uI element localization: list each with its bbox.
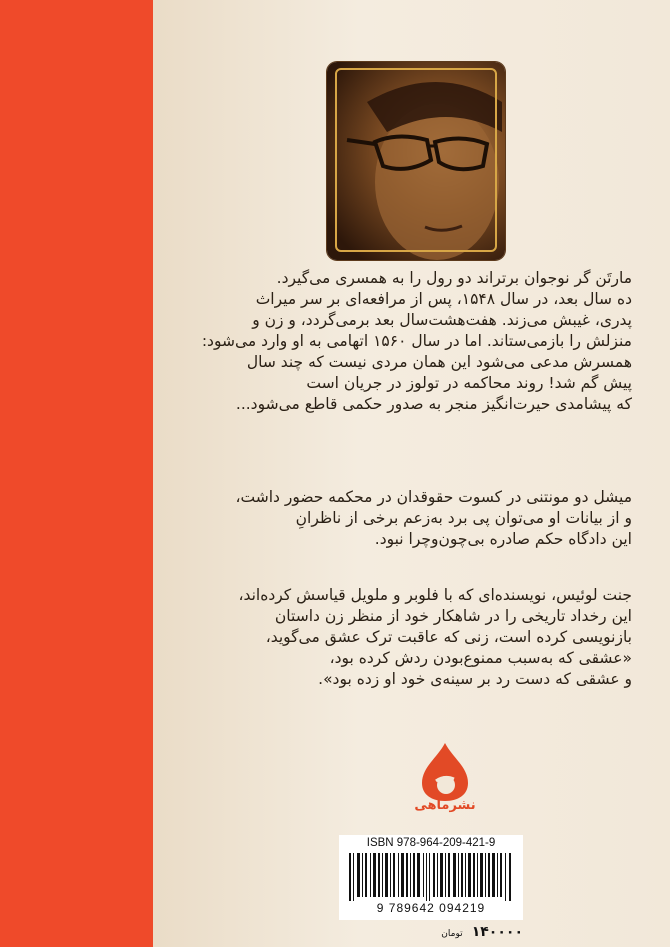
author-portrait xyxy=(327,62,505,260)
fish-logo-icon xyxy=(410,735,480,827)
barcode xyxy=(339,835,523,920)
price-currency: تومان xyxy=(441,929,463,939)
price-amount: ۱۴۰۰۰۰ xyxy=(471,924,523,940)
price-label xyxy=(339,921,523,940)
text-line: پیش گم شد! روند محاکمه در تولوز در جریان است xyxy=(306,374,632,392)
barcode-digits: 9 789642 094219 xyxy=(376,901,486,915)
photo-frame xyxy=(335,68,497,252)
text-line: منزلش را بازمی‌ستاند. اما در سال ۱۵۶۰ اتهامی به او وارد می‌شود: xyxy=(201,332,632,350)
synopsis-paragraph-3 xyxy=(238,585,632,690)
text-line: که پیشامدی حیرت‌انگیز منجر به صدور حکمی قاطع می‌شود... xyxy=(235,395,632,413)
isbn-number: ISBN 978-964-209-421-9 xyxy=(366,837,496,849)
barcode-bars-icon xyxy=(349,853,513,901)
synopsis-paragraph-2 xyxy=(236,487,633,550)
text-line: این دادگاه حکم صادره بی‌چون‌وچرا نبود. xyxy=(374,530,632,548)
text-line: پدری، غیبش می‌زند. هفت‌هشت‌سال بعد برمی‌گردد، و زن و xyxy=(252,311,632,329)
text-line: این رخداد تاریخی را در شاهکار خود از منظر زن داستان xyxy=(274,607,632,625)
text-line: ده سال بعد، در سال ۱۵۴۸، پس از مرافعه‌ای بر سر میراث xyxy=(255,290,632,308)
text-line: بازنویسی کرده است، زنی که عاقبت ترک عشق می‌گوید، xyxy=(265,628,632,646)
text-line: مارتَن گر نوجوان برتراند دو رول را به همسری می‌گیرد. xyxy=(276,269,632,287)
text-line: همسرش مدعی می‌شود این همان مردی نیست که چند سال xyxy=(246,353,632,371)
text-line: میشل دو مونتنی در کسوت حقوقدان در محکمه حضور داشت، xyxy=(235,488,632,506)
text-line: و عشقی که دست رد بر سینه‌ی خود او زده بود». xyxy=(318,670,632,688)
text-line: جنت لوئیس، نویسنده‌ای که با فلوبر و ملویل قیاسش کرده‌اند، xyxy=(238,586,632,604)
text-line: «عشقی که به‌سبب ممنوع‌بودن ردش کرده بود، xyxy=(329,649,632,667)
text-line: و از بیانات او می‌توان پی برد به‌زعم برخی از ناظرانِ xyxy=(295,509,632,527)
publisher-name: نشرماهی xyxy=(414,798,476,813)
synopsis-paragraph-1 xyxy=(202,268,632,415)
cover-spine xyxy=(0,0,153,947)
